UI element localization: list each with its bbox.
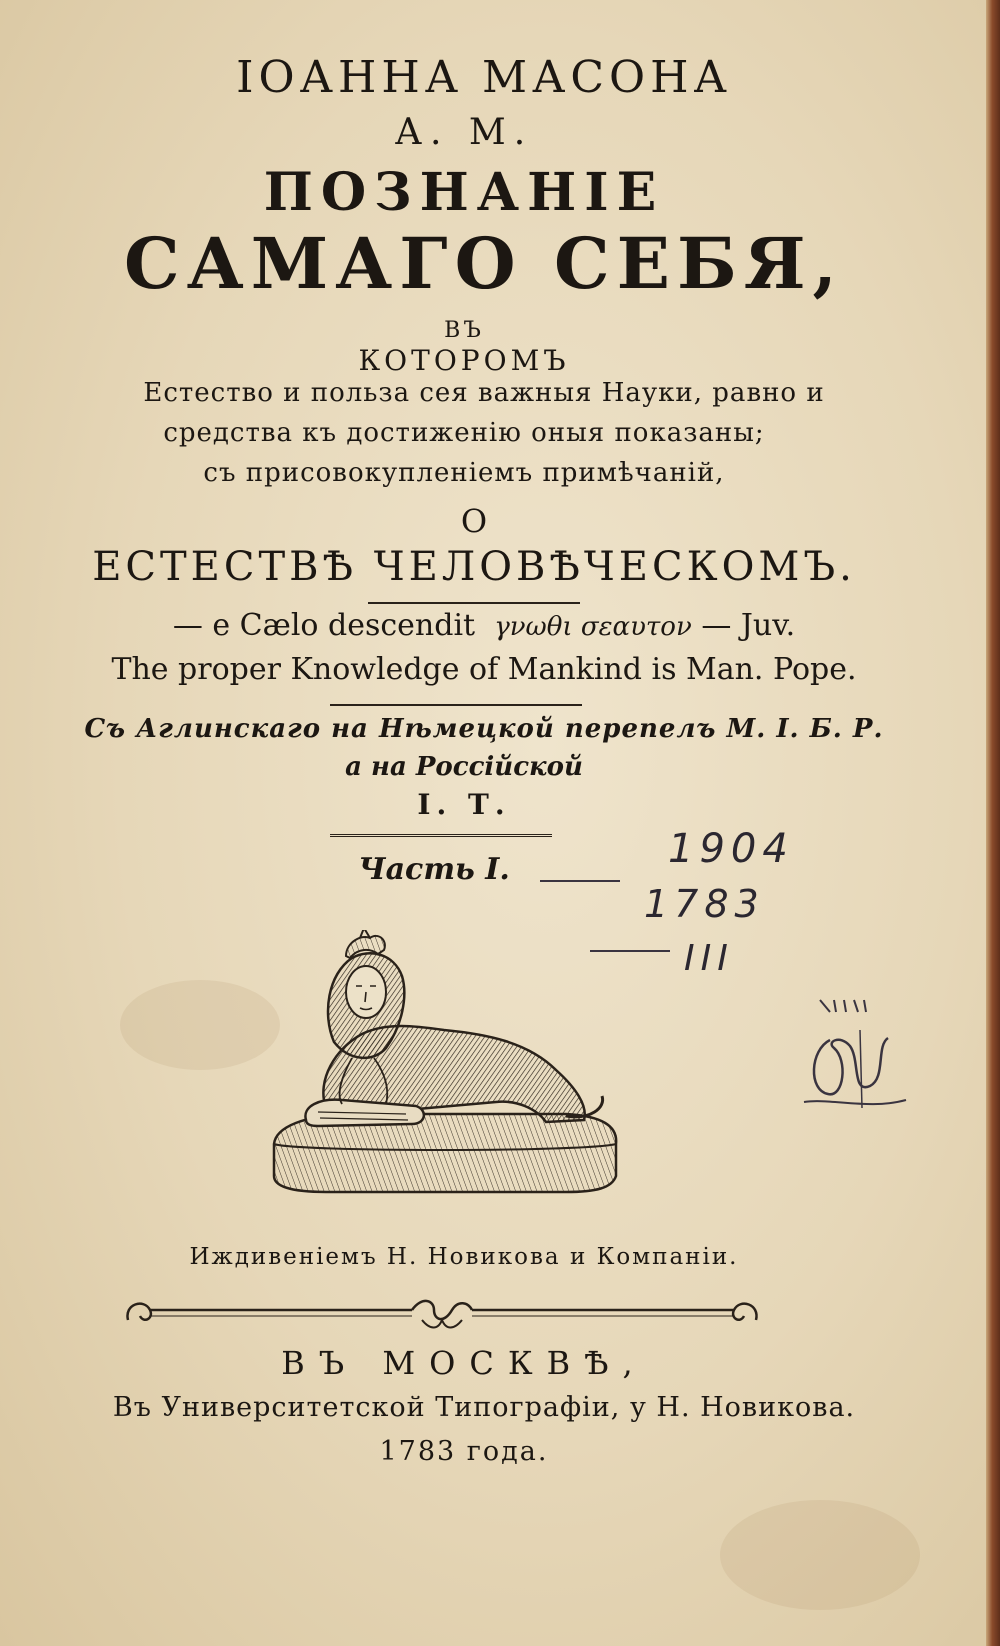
part-number: Часть І.	[358, 852, 510, 887]
translator-initials: І. Т.	[417, 788, 511, 821]
epigraph-greek: γνωθι σεαυτον	[494, 612, 692, 642]
city-line: ВЪ МОСКВѢ,	[281, 1344, 647, 1382]
description-line-3: съ присовокупленіемъ примѣчаній,	[203, 458, 725, 488]
publisher-line: Иждивеніемъ Н. Новикова и Компаніи.	[189, 1244, 739, 1270]
epigraph-pope	[0, 652, 978, 687]
description-line-1: Естество и польза сея важныя Науки, равно и	[143, 378, 825, 408]
conjunction-kotorom: КОТОРОМЪ	[358, 344, 570, 377]
signature-mark	[800, 990, 910, 1130]
epigraph-source: Pope.	[773, 652, 857, 687]
sphinx-engraving	[266, 930, 626, 1200]
printer-line: Въ Университетской Типографіи, у Н. Новикова.	[112, 1392, 856, 1423]
paper-stain	[120, 980, 280, 1070]
epigraph-source: Juv.	[740, 608, 796, 643]
divider-rule-double	[330, 834, 552, 840]
translation-credit: Съ Аглинскаго на Нѣмецкой перепелъ М. І. Б. Р.	[84, 714, 884, 744]
preposition-o: О	[460, 502, 488, 540]
title-line-2: САМАГО СЕБЯ,	[124, 222, 844, 305]
divider-rule	[368, 602, 580, 604]
paper-stain	[720, 1500, 920, 1610]
translation-credit-2: а на Россійской	[345, 752, 583, 782]
epigraph-latin: e Cælo descendit	[212, 608, 476, 643]
description-line-2: средства къ достиженію оныя показаны;	[163, 418, 765, 448]
subject-title: ЕСТЕСТВѢ ЧЕЛОВѢЧЕСКОМЪ.	[92, 544, 856, 590]
epigraph-dash: —	[172, 608, 203, 643]
epigraph-dash: —	[701, 608, 732, 643]
handwritten-stroke	[540, 880, 620, 882]
year-line: 1783 года.	[379, 1436, 549, 1467]
scroll-ornament	[122, 1290, 762, 1340]
handwritten-number: 1904	[668, 826, 794, 872]
epigraph-juvenal	[0, 608, 978, 643]
divider-rule	[330, 704, 582, 706]
title-line-1: ПОЗНАНІЕ	[263, 162, 665, 223]
conjunction-v: ВЪ	[444, 318, 484, 343]
author-degree: А. М.	[394, 112, 534, 153]
author-name: ІОАННА МАСОНА	[236, 52, 732, 103]
handwritten-year: 1783	[644, 882, 765, 926]
epigraph-english: The proper Knowledge of Mankind is Man.	[111, 652, 764, 687]
book-edge	[986, 0, 1000, 1646]
handwritten-volume: III	[684, 938, 734, 979]
